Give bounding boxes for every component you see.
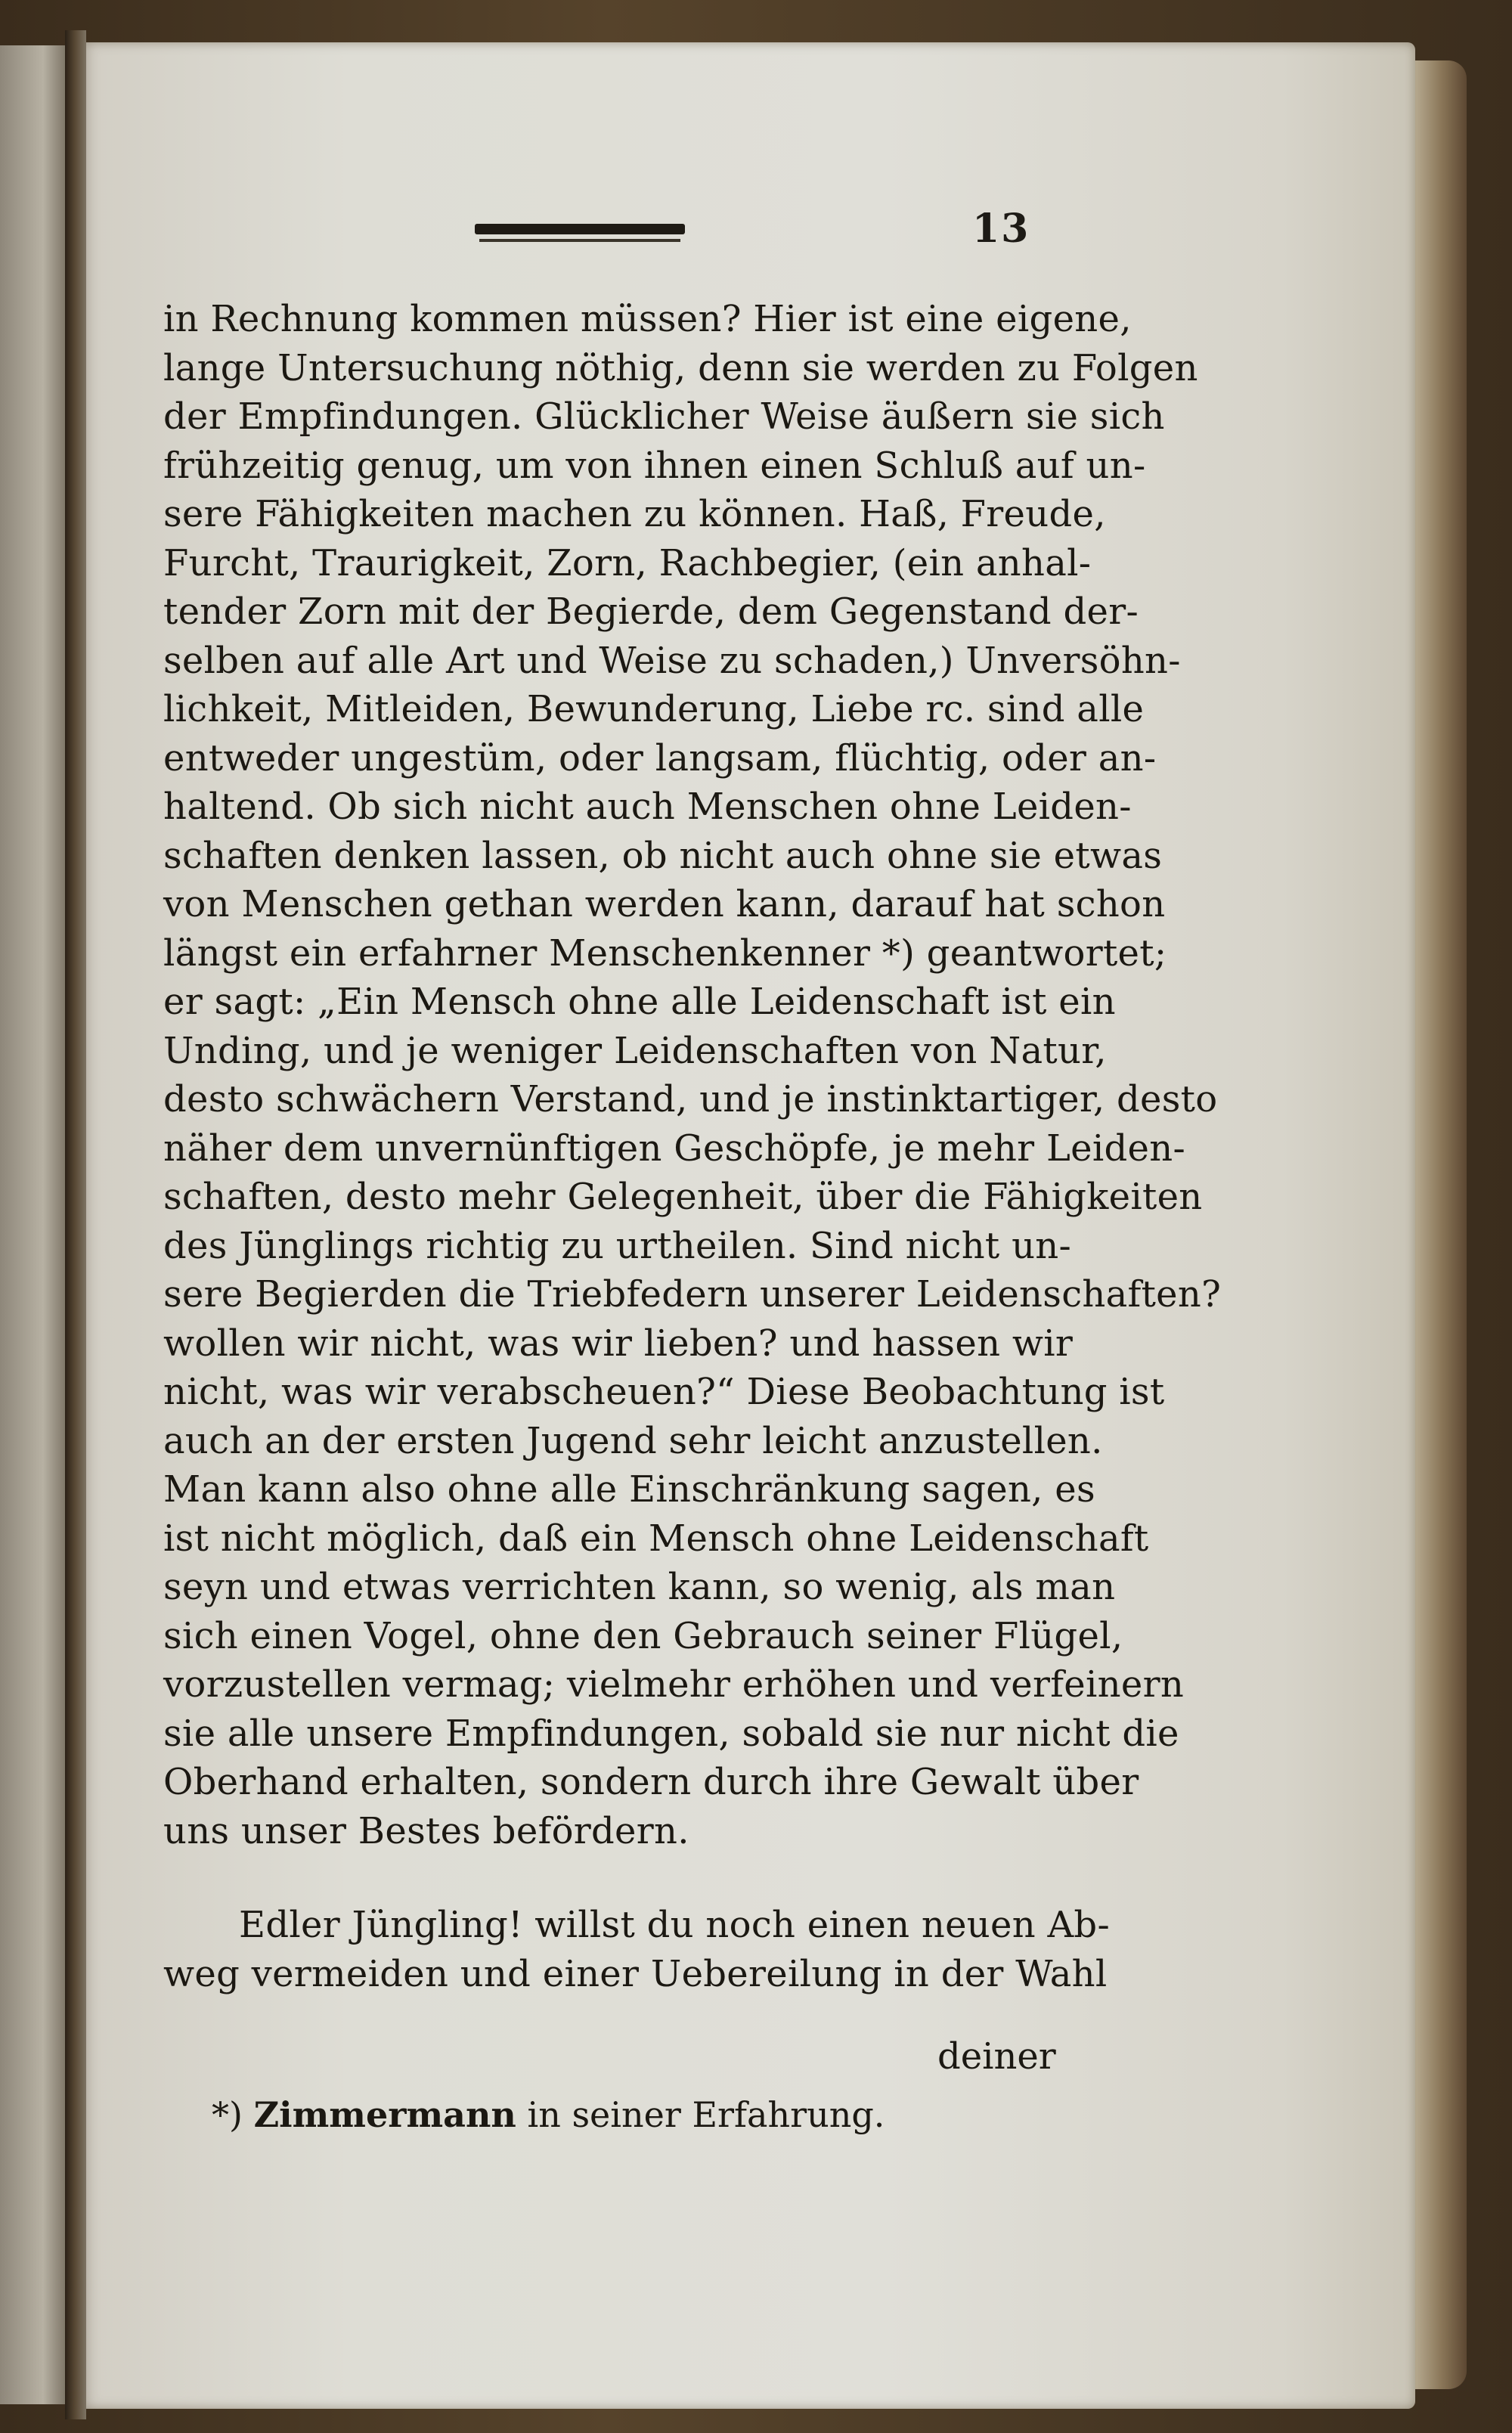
text-line: lichkeit, Mitleiden, Bewunderung, Liebe rc. sind alle (163, 688, 1145, 730)
text-line: schaften denken lassen, ob nicht auch ohne sie etwas (163, 834, 1163, 877)
book-gutter (65, 30, 86, 2419)
text-line: ist nicht möglich, daß ein Mensch ohne Leidenschaft (163, 1517, 1149, 1560)
text-line: sere Fähigkeiten machen zu können. Haß, Freude, (163, 493, 1106, 535)
text-line: selben auf alle Art und Weise zu schaden,) Unversöhn- (163, 639, 1181, 682)
text-line: entweder ungestüm, oder langsam, flüchtig, oder an- (163, 736, 1157, 779)
footnote-text: in seiner Erfahrung. (527, 2094, 885, 2135)
text-line: Oberhand erhalten, sondern durch ihre Gewalt über (163, 1761, 1139, 1803)
text-line: Furcht, Traurigkeit, Zorn, Rachbegier, (ein anhal- (163, 541, 1092, 584)
text-line: vorzustellen vermag; vielmehr erhöhen und verfeinern (163, 1663, 1185, 1706)
text-line: der Empfindungen. Glücklicher Weise äußern sie sich (163, 395, 1165, 438)
text-line: sie alle unsere Empfindungen, sobald sie nur nicht die (163, 1712, 1179, 1755)
text-line: Unding, und je weniger Leidenschaften von Natur, (163, 1029, 1107, 1072)
text-line: desto schwächern Verstand, und je instinktartiger, desto (163, 1078, 1218, 1120)
text-line: nicht, was wir verabscheuen?“ Diese Beobachtung ist (163, 1371, 1165, 1413)
footnote (212, 2094, 885, 2135)
text-line: haltend. Ob sich nicht auch Menschen ohne Leiden- (163, 786, 1132, 828)
text-line: uns unser Bestes befördern. (163, 1809, 689, 1852)
text-line: näher dem unvernünftigen Geschöpfe, je mehr Leiden- (163, 1127, 1185, 1170)
footnote-marker: *) (212, 2094, 243, 2135)
text-line: Man kann also ohne alle Einschränkung sagen, es (163, 1468, 1095, 1511)
previous-page-edge (0, 45, 72, 2404)
footnote-author: Zimmermann (253, 2094, 516, 2135)
paragraph-gap (163, 1855, 1055, 1901)
catchword: deiner (937, 2035, 1056, 2078)
text-line: schaften, desto mehr Gelegenheit, über die Fähigkeiten (163, 1176, 1203, 1218)
text-line: des Jünglings richtig zu urtheilen. Sind nicht un- (163, 1224, 1072, 1267)
body-text (163, 295, 1222, 1998)
text-line: tender Zorn mit der Begierde, dem Gegenstand der- (163, 590, 1139, 633)
text-line: in Rechnung kommen müssen? Hier ist eine eigene, (163, 298, 1132, 340)
text-line: lange Untersuchung nöthig, denn sie werden zu Folgen (163, 346, 1198, 389)
page-number: 13 (972, 206, 1030, 252)
text-line: wollen wir nicht, was wir lieben? und hassen wir (163, 1322, 1074, 1365)
text-line: sere Begierden die Triebfedern unserer Leidenschaften? (163, 1273, 1222, 1316)
text-line: längst ein erfahrner Menschenkenner *) geantwortet; (163, 931, 1167, 975)
text-line: seyn und etwas verrichten kann, so wenig, als man (163, 1566, 1116, 1608)
text-line: auch an der ersten Jugend sehr leicht anzustellen. (163, 1419, 1103, 1462)
text-line: von Menschen gethan werden kann, darauf hat schon (163, 883, 1166, 925)
text-line: er sagt: „Ein Mensch ohne alle Leidenschaft ist ein (163, 981, 1116, 1023)
text-line: frühzeitig genug, um von ihnen einen Schluß auf un- (163, 444, 1146, 487)
text-line: sich einen Vogel, ohne den Gebrauch seiner Flügel, (163, 1614, 1123, 1657)
text-line: Edler Jüngling! willst du noch einen neuen Ab- (239, 1904, 1110, 1946)
header-rule (475, 224, 685, 234)
text-line: weg vermeiden und einer Uebereilung in der Wahl (163, 1952, 1108, 1995)
